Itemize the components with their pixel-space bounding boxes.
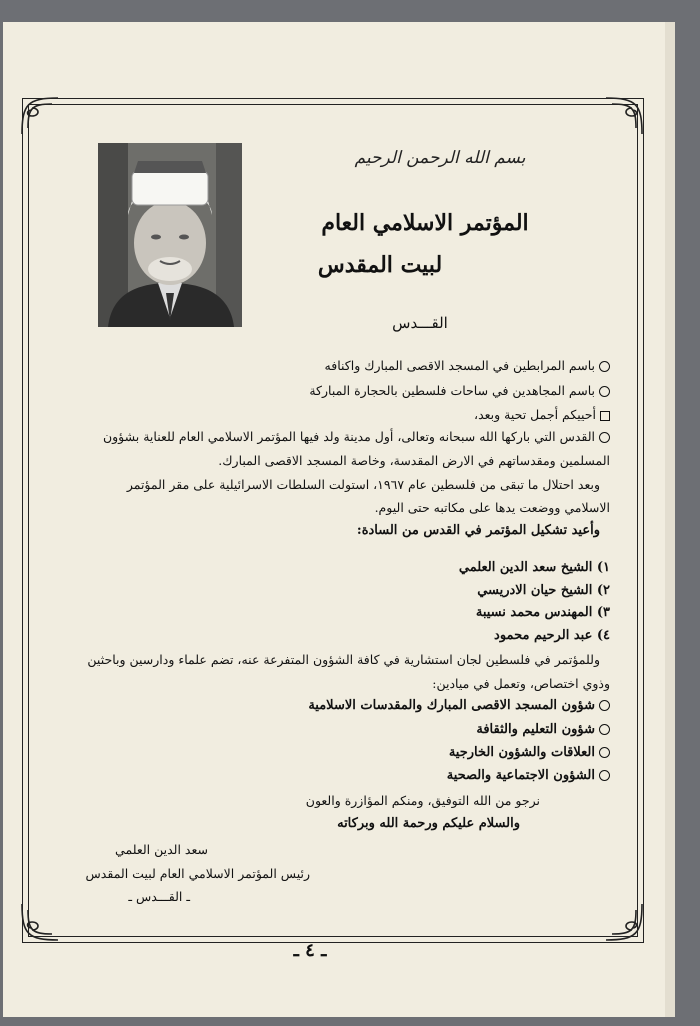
field-item: العلاقات والشؤون الخارجية	[449, 745, 610, 760]
signature-name: سعد الدين العلمي	[115, 842, 208, 857]
bullet-square-icon	[600, 411, 610, 421]
page-edge	[665, 22, 675, 1017]
ornament-bottom-right-icon	[602, 900, 646, 944]
paragraph-line: وللمؤتمر في فلسطين لجان استشارية في كافة الشؤون المتفرعة عنه، تضم علماء ودارسين وباحثين	[87, 652, 600, 667]
page-number: ـ ٤ ـ	[293, 940, 327, 961]
bullet-circle-icon	[599, 700, 610, 711]
paragraph-line: وذوي اختصاص، وتعمل في ميادين:	[432, 676, 610, 691]
member-item: ١) الشيخ سعد الدين العلمي	[458, 560, 610, 575]
place-heading: القـــدس	[392, 314, 448, 332]
bullet-circle-icon	[599, 747, 610, 758]
basmala: بسم الله الرحمن الرحيم	[354, 148, 526, 168]
paragraph-line: القدس التي باركها الله سبحانه وتعالى، أول مدينة ولد فيها المؤتمر الاسلامي العام للعناية بشؤون	[103, 429, 610, 444]
page-subtitle: لبيت المقدس	[317, 252, 443, 278]
field-item: الشؤون الاجتماعية والصحية	[447, 768, 610, 783]
closing-line: نرجو من الله التوفيق، ومنكم المؤازرة والعون	[305, 793, 540, 808]
page-title: المؤتمر الاسلامي العام	[321, 210, 529, 236]
ornament-bottom-left-icon	[18, 900, 62, 944]
bullet-circle-icon	[599, 770, 610, 781]
signature-role: رئيس المؤتمر الاسلامي العام لبيت المقدس	[85, 866, 310, 881]
portrait-photo	[98, 143, 242, 327]
member-item: ٤) عبد الرحيم محمود	[494, 628, 610, 643]
greeting-line: باسم المجاهدين في ساحات فلسطين بالحجارة المباركة	[309, 383, 610, 398]
paragraph-line: وأعيد تشكيل المؤتمر في القدس من السادة:	[356, 523, 600, 538]
ornament-top-left-icon	[18, 94, 62, 138]
paragraph-line: وبعد احتلال ما تبقى من فلسطين عام ١٩٦٧، استولت السلطات الاسرائيلية على مقر المؤتمر	[126, 477, 600, 492]
paragraph-line: الاسلامي ووضعت يدها على مكاتبه حتى اليوم.	[374, 500, 610, 515]
bullet-circle-icon	[599, 432, 610, 443]
greeting-line: باسم المرابطين في المسجد الاقصى المبارك واكنافه	[325, 358, 610, 373]
paragraph-line: المسلمين ومقدساتهم في الارض المقدسة، وخاصة المسجد الاقصى المبارك.	[218, 453, 610, 468]
member-item: ٣) المهندس محمد نسيبة	[475, 605, 610, 620]
signature-city: ـ القـــدس ـ	[128, 889, 190, 904]
field-item: شؤون المسجد الاقصى المبارك والمقدسات الاسلامية	[308, 698, 610, 713]
closing-line: والسلام عليكم ورحمة الله وبركاته	[337, 816, 520, 831]
bullet-circle-icon	[599, 361, 610, 372]
greeting-line: أحييكم أجمل تحية وبعد،	[474, 407, 610, 422]
bullet-circle-icon	[599, 386, 610, 397]
bullet-circle-icon	[599, 724, 610, 735]
ornament-top-right-icon	[602, 94, 646, 138]
member-item: ٢) الشيخ حيان الادريسي	[477, 583, 610, 598]
field-item: شؤون التعليم والثقافة	[476, 722, 610, 737]
